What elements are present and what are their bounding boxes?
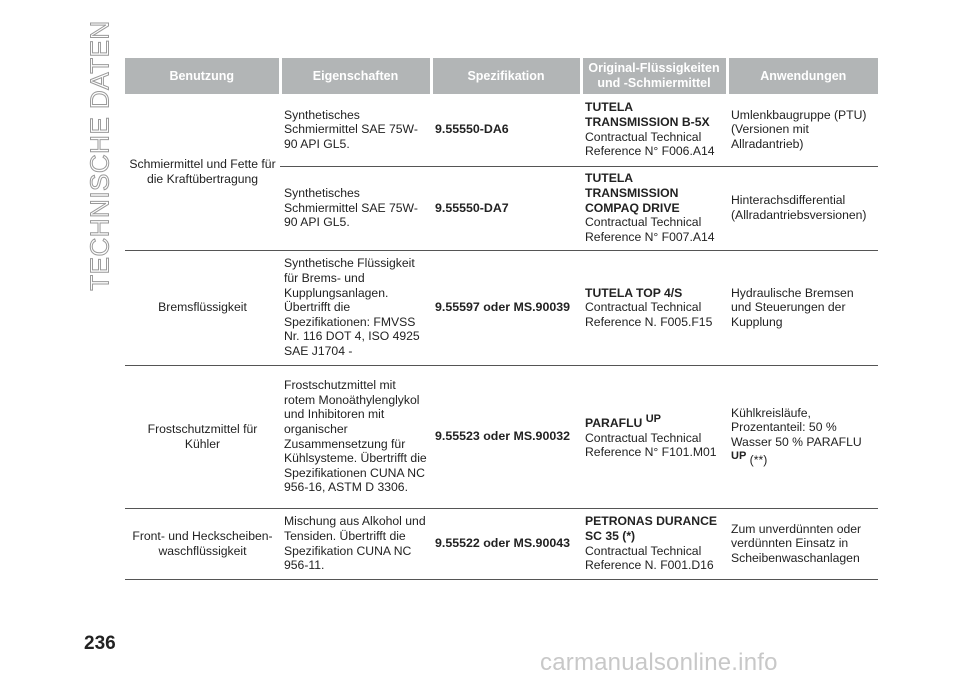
product-cell <box>581 365 727 508</box>
product-name: PETRONAS DURANCE SC 35 (*) <box>585 514 718 543</box>
product-reference: Contractual Technical Reference N. F005.F15 <box>585 300 713 329</box>
product-name: TUTELA TOP 4/S <box>585 285 683 300</box>
product-cell <box>581 250 727 365</box>
header-original-fluids: Original-Flüssigkeiten und -Schmiermittel <box>581 58 727 94</box>
spec-cell: 9.55550-DA6 <box>435 122 509 137</box>
properties-cell: Frostschutzmittel mit rotem Monoäthylenglykol und Inhibitoren mit organischer Zusammensetzung für Kühlsysteme. Übertrifft die Spezifikationen CUNA NC 956-16, ASTM D 3306. <box>284 377 427 495</box>
table-row <box>125 365 878 508</box>
product-superscript: UP <box>645 413 661 425</box>
properties-cell: Synthetisches Schmiermittel SAE 75W-90 API GL5. <box>284 107 418 152</box>
spec-cell: 9.55597 oder MS.90039 <box>435 300 571 315</box>
fluids-table <box>125 58 878 580</box>
section-title <box>78 19 123 291</box>
table-header-row <box>125 58 878 94</box>
header-usage: Benutzung <box>125 58 280 94</box>
header-specification: Spezifikation <box>431 58 581 94</box>
product-cell <box>581 94 727 166</box>
usage-cell: Bremsflüssigkeit <box>158 300 247 315</box>
product-cell <box>581 508 727 579</box>
table-row <box>125 250 878 365</box>
product-name: PARAFLU $^{UP}$ <box>585 413 661 431</box>
header-applications: Anwendungen <box>727 58 878 94</box>
application-cell: Kühlkreisläufe, Prozentanteil: 50 % Wasser 50 % PARAFLU $^{UP}$ (**) <box>731 405 862 467</box>
properties-cell: Synthetisches Schmiermittel SAE 75W-90 API GL5. <box>284 186 418 230</box>
properties-cell: Synthetische Flüssigkeit für Brems- und Kupplungsanlagen. Übertrifft die Spezifikationen: FMVSS Nr. 116 DOT 4, ISO 4925 SAE J1704 - <box>284 256 420 359</box>
application-superscript: UP <box>731 449 747 462</box>
application-cell: Umlenkbaugruppe (PTU) (Versionen mit Allradantrieb) <box>731 107 867 152</box>
section-title-text: TECHNISCHE DATEN <box>85 19 115 291</box>
spec-cell: 9.55522 oder MS.90043 <box>435 536 571 551</box>
header-properties: Eigenschaften <box>280 58 431 94</box>
table-row <box>125 94 878 166</box>
spec-cell: 9.55523 oder MS.90032 <box>435 429 571 444</box>
product-reference: Contractual Technical Reference N° F006.A14 <box>585 129 715 159</box>
properties-cell: Mischung aus Alkohol und Tensiden. Übertrifft die Spezifikation CUNA NC 956-11. <box>284 514 426 573</box>
watermark: carmanualsonline.info <box>540 649 778 676</box>
product-reference: Contractual Technical Reference N. F001.D16 <box>585 543 714 573</box>
application-cell: Zum unverdünnten oder verdünnten Einsatz in Scheibenwaschanlagen <box>731 521 862 565</box>
application-cell: Hydraulische Bremsen und Steuerungen der Kupplung <box>731 285 854 329</box>
product-reference: Contractual Technical Reference N° F101.M01 <box>585 430 717 460</box>
product-name: TUTELA TRANSMISSION B-5X <box>585 100 710 130</box>
product-reference: Contractual Technical Reference N° F007.A14 <box>585 215 715 244</box>
table-row <box>125 508 878 579</box>
product-name: TUTELA TRANSMISSION COMPAQ DRIVE <box>585 171 680 215</box>
spec-cell: 9.55550-DA7 <box>435 200 509 215</box>
product-cell <box>581 166 727 250</box>
page-number: 236 <box>84 633 116 654</box>
usage-cell: Frostschutzmittel für Kühler <box>147 421 258 451</box>
usage-cell: Schmiermittel und Fette für die Kraftübertragung <box>129 157 276 186</box>
usage-cell: Front- und Heckscheiben-waschflüssigkeit <box>132 528 273 558</box>
application-cell: Hinterachsdifferential (Allradantriebsversionen) <box>731 193 867 222</box>
